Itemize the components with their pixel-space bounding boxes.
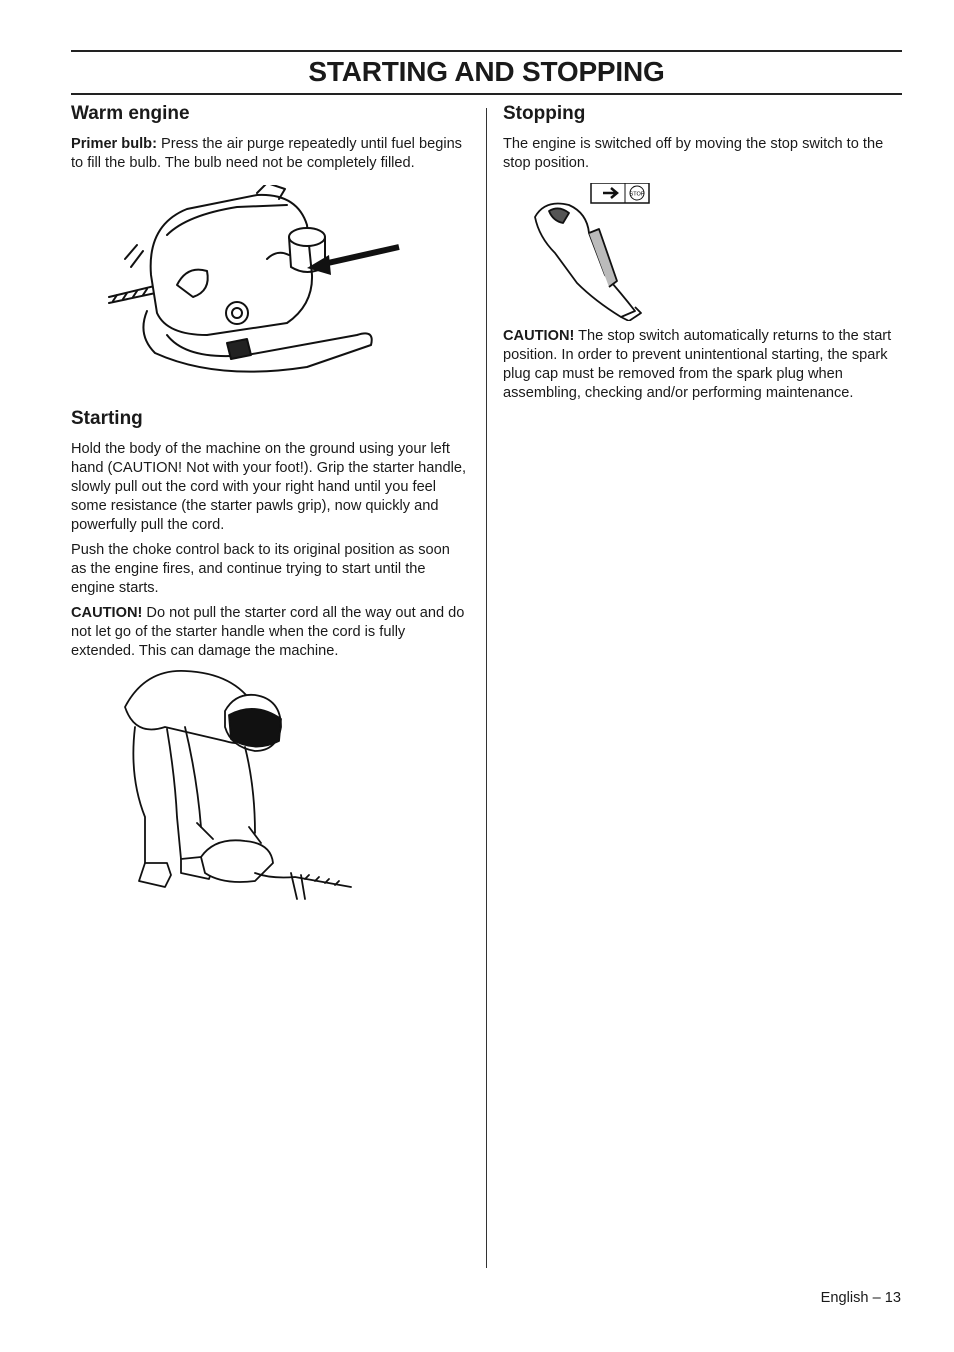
page-title: STARTING AND STOPPING <box>308 56 665 87</box>
left-column <box>71 102 469 917</box>
stopping-caution-label: CAUTION! <box>503 328 575 344</box>
warm-engine-heading: Warm engine <box>71 103 190 124</box>
primer-bulb-label: Primer bulb: <box>71 136 157 152</box>
column-divider <box>486 108 487 1268</box>
stopping-paragraph: The engine is switched off by moving the stop switch to the stop position. <box>503 136 884 171</box>
stopping-caution-text: The stop switch automatically returns to the start position. In order to prevent unintentional starting, the spark plug cap must be removed from the spark plug when assembling, checking and/or performing maintenance. <box>503 328 892 401</box>
starting-paragraph-2: Push the choke control back to its original position as soon as the engine fires, and continue trying to start until the engine starts. <box>71 542 450 596</box>
starting-caution-text: Do not pull the starter cord all the way out and do not let go of the starter handle when the cord is fully extended. This can damage the machine. <box>71 605 465 659</box>
starting-caution-label: CAUTION! <box>71 605 143 621</box>
stopping-heading: Stopping <box>503 103 586 124</box>
primer-bulb-illustration <box>107 185 427 385</box>
stopping-caution-paragraph <box>503 327 901 403</box>
stop-switch-illustration <box>525 183 685 321</box>
starting-caution-paragraph <box>71 604 469 661</box>
right-column <box>503 102 901 409</box>
page-number: English – 13 <box>820 1290 901 1306</box>
operator-starting-illustration <box>105 667 355 917</box>
starting-heading: Starting <box>71 408 143 429</box>
title-underline <box>71 93 902 95</box>
primer-bulb-text: Press the air purge repeatedly until fuel begins to fill the bulb. The bulb need not be completely filled. <box>71 136 462 171</box>
primer-bulb-paragraph <box>71 135 469 173</box>
top-rule <box>71 50 902 52</box>
stop-badge-text: STOP <box>629 191 645 198</box>
starting-paragraph-1: Hold the body of the machine on the ground using your left hand (CAUTION! Not with your foot!). Grip the starter handle, slowly pull out the cord with your right hand until you feel some resistance (the starter pawls grip), now quickly and powerfully pull the cord. <box>71 441 467 533</box>
